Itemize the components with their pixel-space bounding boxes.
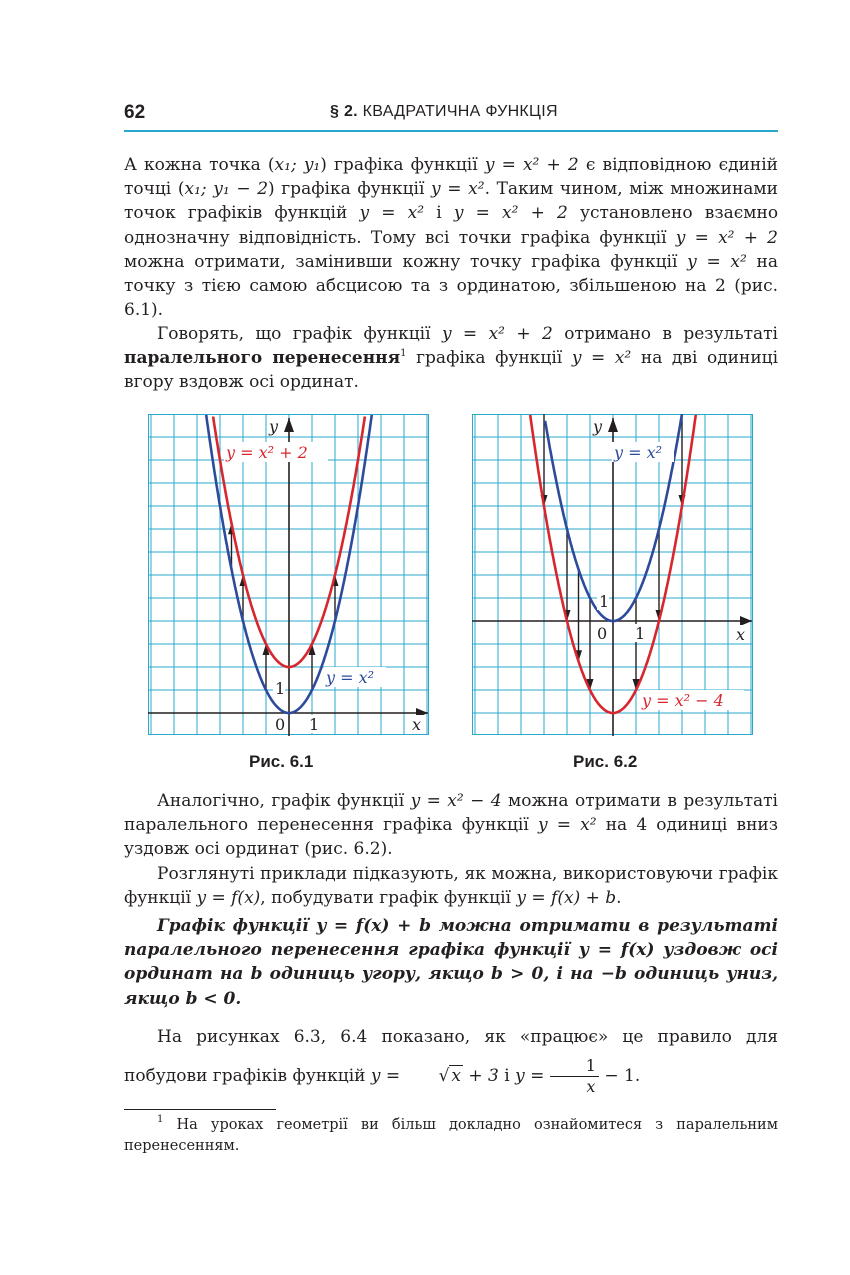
text: , і на	[543, 964, 594, 985]
text: Аналогічно, графік функції	[157, 791, 405, 811]
y-axis-label: y	[269, 417, 279, 436]
y-unit-label: 1	[599, 592, 610, 611]
formula: y = x²	[687, 251, 747, 272]
formula: y = x²	[537, 815, 597, 836]
blue-curve-label: y = x²	[614, 443, 663, 462]
figure-6-1	[148, 414, 430, 736]
formula: x₁; y₁	[274, 155, 321, 175]
formula: y = x² + 2	[453, 203, 568, 224]
formula: y = x² + 2	[675, 227, 778, 248]
text: отримано в результаті	[564, 324, 778, 344]
fraction-formula	[515, 1056, 641, 1096]
text: уздовж осі ординат на	[124, 940, 778, 985]
text: А кожна точка (	[124, 155, 275, 175]
y-axis-arrow	[284, 418, 294, 432]
rule-statement: Графік функції y = f(x) + b можна отримати в результаті паралельного перенесення графіка функції y = f(x) уздовж осі ординат на b одиниць угору, якщо b > 0, і на −b одиниць униз, якщо b < 0.	[124, 916, 779, 1009]
formula: −b	[600, 964, 627, 985]
formula: y = x² + 2	[484, 155, 579, 175]
x-unit-label: 1	[309, 715, 320, 734]
section-mark: § 2.	[330, 103, 358, 120]
paragraph-1	[124, 153, 778, 322]
text: На рисунках 6.3, 6.4 показано, як «працює» це правило для побудови графіків функцій	[124, 1027, 778, 1086]
x-axis-label: x	[736, 625, 746, 644]
section-name: КВАДРАТИЧНА ФУНКЦІЯ	[362, 103, 558, 120]
origin-label: 0	[275, 715, 286, 734]
formula: y = x²	[571, 348, 632, 369]
formula: + 3	[468, 1066, 499, 1086]
x-axis-label: x	[412, 715, 422, 734]
section-title	[330, 103, 558, 121]
formula: y = x² + 2	[441, 324, 553, 344]
text: . Таким чином, між множинами точок графіків функцій	[124, 179, 778, 224]
formula: y = f(x) + b	[516, 888, 617, 909]
paragraph-2	[124, 322, 778, 395]
formula: − 1.	[604, 1066, 641, 1086]
blue-curve-label: y = x²	[326, 668, 375, 687]
text: Говорять, що графік функції	[157, 324, 431, 344]
footnote-ref: 1	[400, 348, 407, 360]
x-unit-label: 1	[635, 624, 646, 643]
text: можна отримати, замінивши кожну точку графіка функції	[124, 251, 678, 272]
term-parallel-translation: паралельного перенесення	[124, 348, 401, 369]
formula: y = x²	[431, 179, 485, 200]
text: можна отримати в результаті паралельного перенесення графіка функції	[124, 916, 779, 961]
formula: y = f(x) + b	[316, 916, 431, 936]
formula: y = x² − 4	[410, 791, 502, 811]
formula: b < 0	[185, 988, 236, 1009]
text: одиниць униз, якщо	[124, 964, 779, 1009]
numerator: 1	[550, 1056, 599, 1077]
text: Розглянуті приклади підказують, як можна, використовуючи графік функції	[124, 864, 778, 909]
sqrt-sign: √ x	[438, 1066, 461, 1086]
y-unit-label: 1	[275, 679, 286, 698]
red-curve-label: y = x² + 2	[226, 443, 308, 462]
denominator: x	[586, 1077, 596, 1096]
text: ) графіка функції	[268, 179, 425, 200]
text: є відповідною єдиній точці (	[124, 155, 778, 200]
text: на 4 одиниці вниз уздовж осі ординат (рис. 6.2).	[124, 815, 779, 860]
text: на точку з тією самою абсцисою та з ординатою, збільшеною на 2 (рис. 6.1).	[124, 251, 779, 321]
text: ) графіка функції	[320, 155, 478, 175]
page-number: 62	[124, 102, 146, 123]
footnote-divider	[124, 1109, 276, 1110]
sqrt-formula	[371, 1066, 504, 1086]
paragraph-3	[124, 789, 778, 862]
paragraph-5	[124, 1018, 778, 1097]
footnote	[124, 1115, 778, 1157]
formula: y = x²	[359, 203, 425, 224]
text: одиниць угору, якщо	[269, 964, 484, 985]
figure-caption: Рис. 6.2	[573, 752, 638, 771]
paragraph-4: Розглянуті приклади підказують, як можна, використовуючи графік функції y = f(x), побудувати графік функції y = f(x) + b.	[124, 864, 778, 909]
origin-label: 0	[597, 624, 608, 643]
text: на дві одиниці вгору вздовж осі ординат.	[124, 348, 779, 393]
y-axis-arrow	[608, 418, 618, 432]
radicand: x	[451, 1066, 461, 1086]
formula: b > 0	[491, 964, 544, 985]
formula: y = f(x)	[196, 888, 261, 909]
formula: b	[250, 964, 263, 985]
formula: y =	[370, 1066, 401, 1086]
page-header	[124, 100, 778, 132]
text: установлено взаємно однозначну відповідність. Тому всі точки графіка функції	[124, 203, 779, 248]
formula: y = f(x)	[578, 940, 655, 961]
footnote-mark: 1	[157, 1114, 164, 1125]
fraction	[550, 1056, 599, 1097]
text: можна отримати в результаті паралельного перенесення графіка функції	[124, 791, 778, 836]
text: і	[504, 1066, 510, 1086]
y-axis-label: y	[593, 417, 603, 436]
text: Графік функції	[157, 916, 309, 936]
formula: y =	[515, 1066, 545, 1086]
text: графіка функції	[416, 348, 563, 369]
figure-caption: Рис. 6.1	[249, 752, 314, 771]
formula: x₁; y₁ − 2	[184, 179, 269, 200]
figure-6-2	[472, 414, 754, 736]
text: і	[436, 203, 442, 224]
footnote-text: На уроках геометрії ви більш докладно ознайомитеся з паралельним перенесенням.	[124, 1117, 779, 1154]
text: , побудувати графік функції	[260, 888, 511, 909]
red-curve-label: y = x² − 4	[642, 691, 724, 710]
